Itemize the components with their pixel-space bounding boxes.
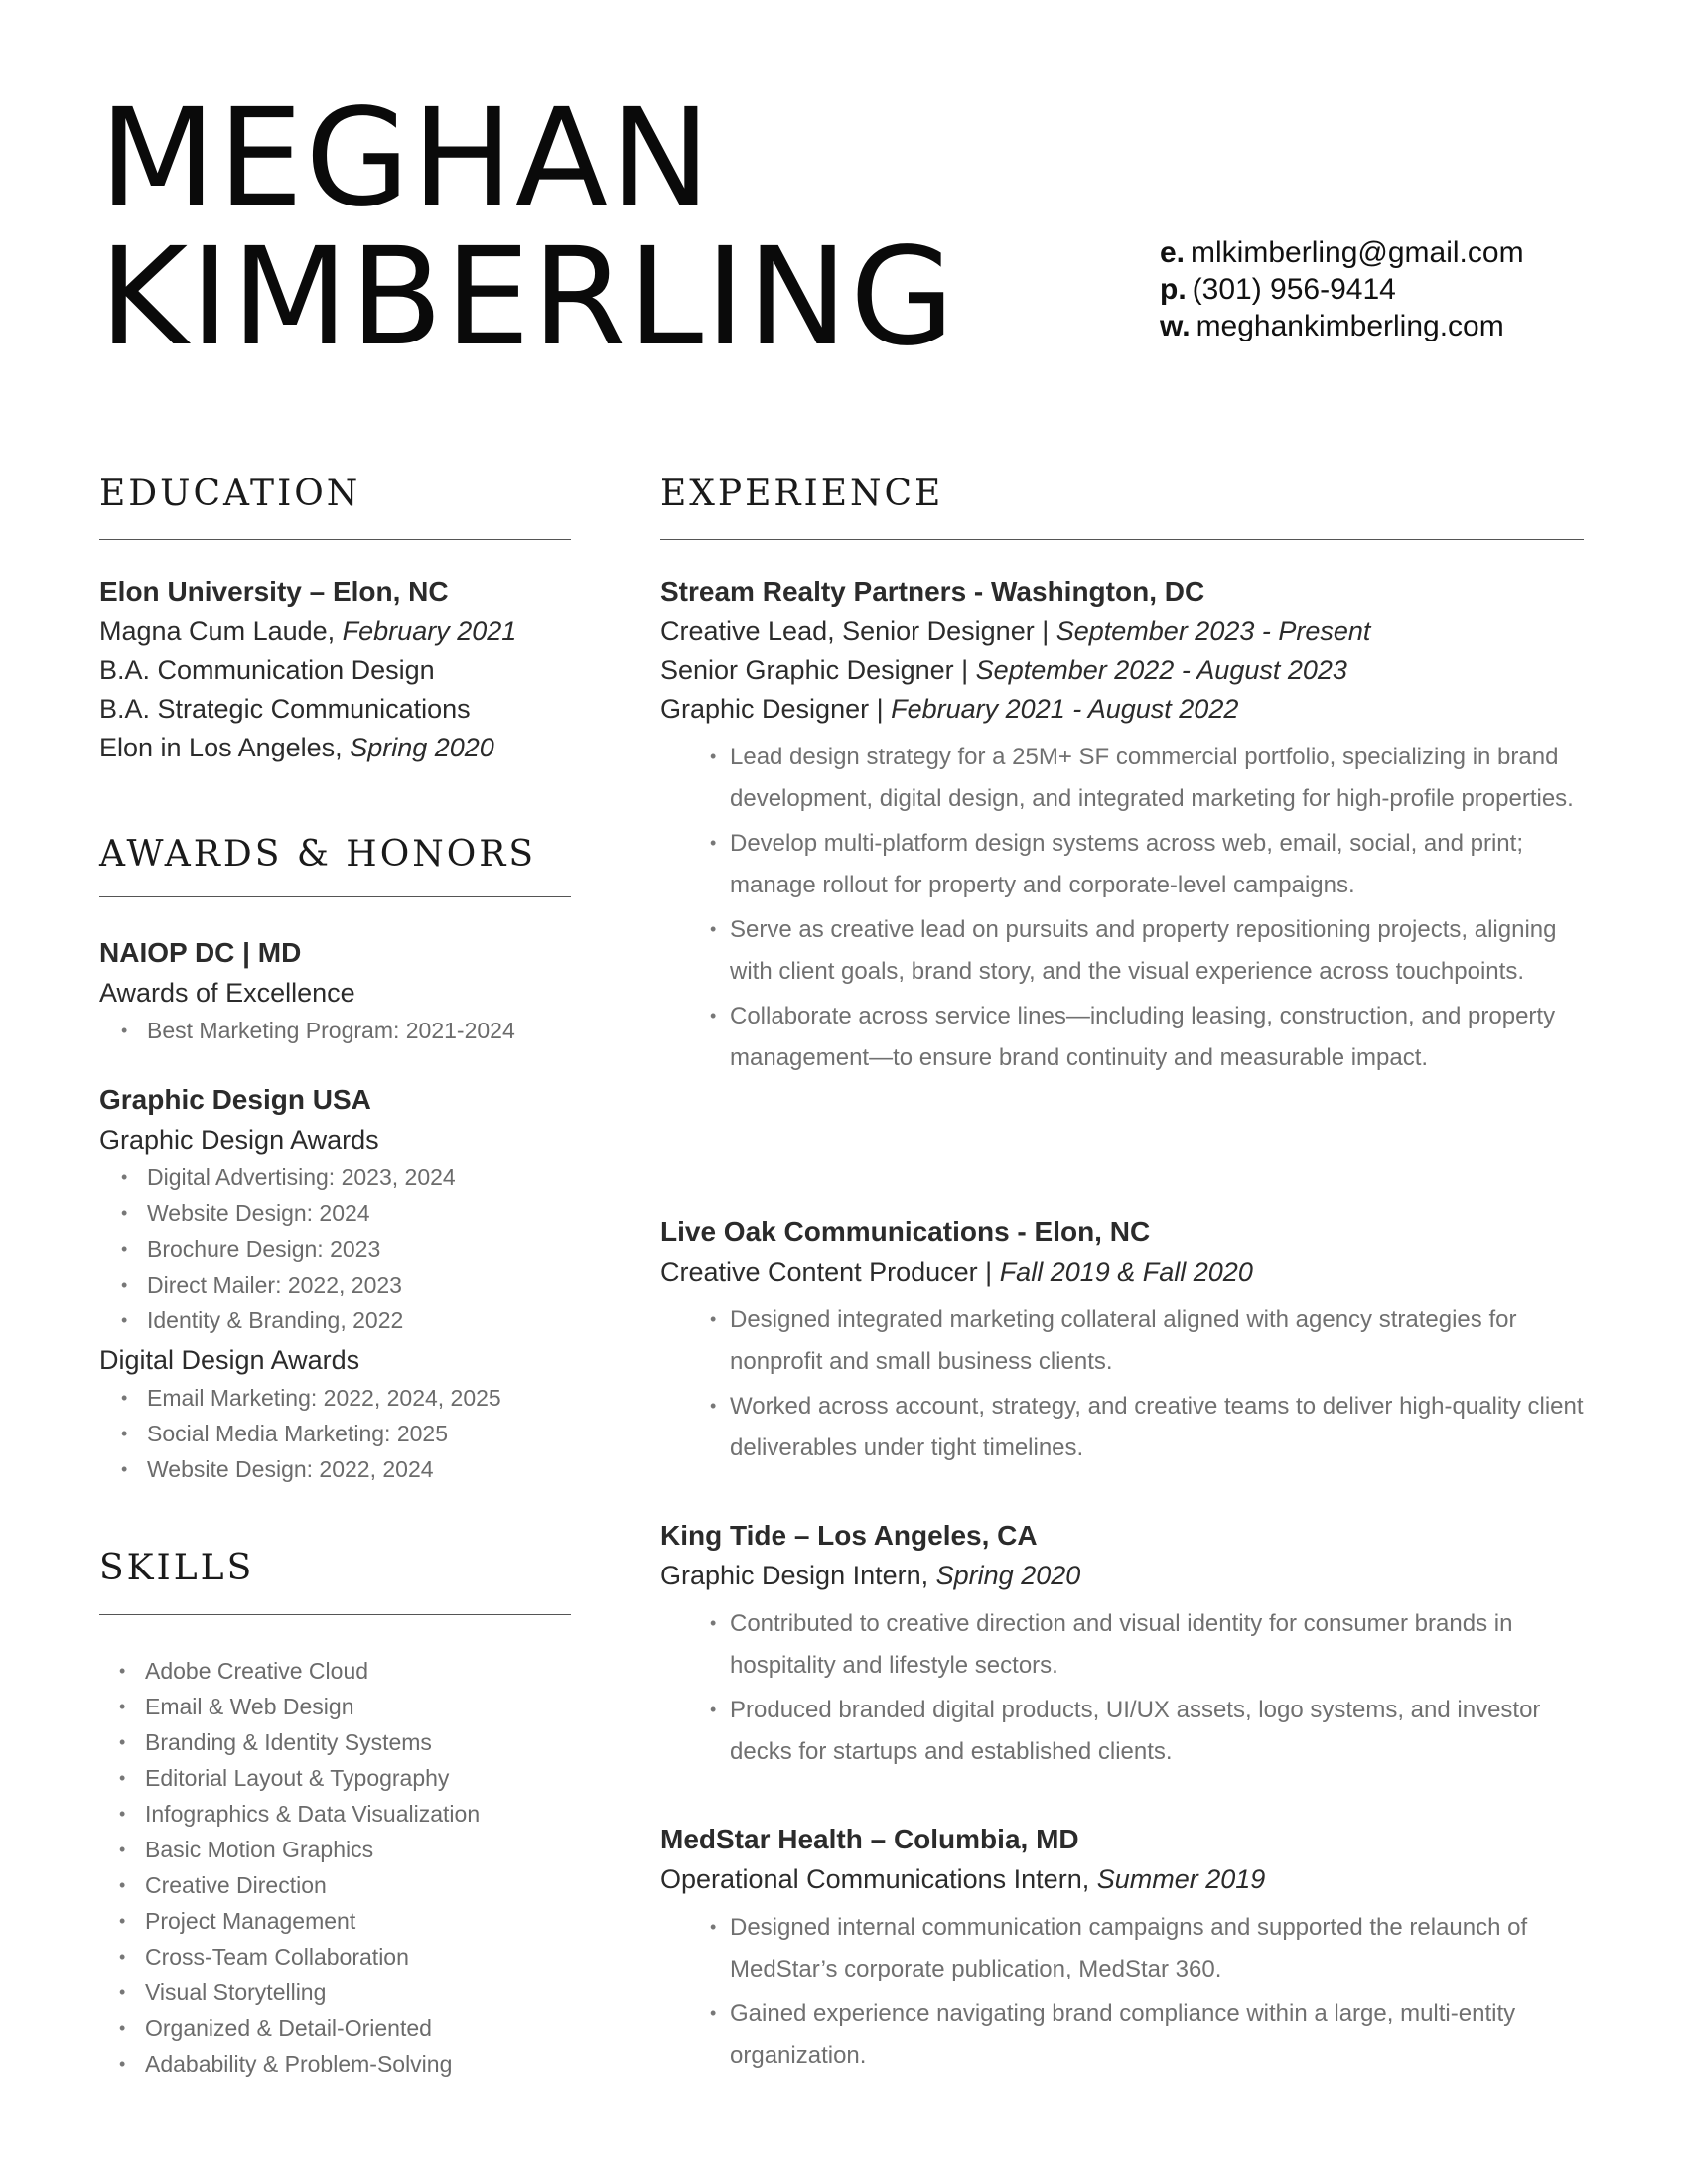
job-role: Creative Content Producer | Fall 2019 & Fall 2020 (660, 1257, 1253, 1287)
skill-item: • Project Management (119, 1903, 591, 1939)
job-bullet: • Serve as creative lead on pursuits and property repositioning projects, aligning with client goals, brand story, and the visual experience across touchpoints. (660, 909, 1584, 992)
award-item: • Brochure Design: 2023 (121, 1231, 571, 1267)
contact-label: w. (1160, 310, 1191, 342)
education-divider (99, 539, 571, 540)
experience-divider (660, 539, 1584, 540)
job-entry (660, 1522, 1584, 1776)
education-line: B.A. Strategic Communications (99, 694, 471, 724)
job-company: MedStar Health – Columbia, MD (660, 1824, 1079, 1854)
education-section (99, 578, 571, 767)
job-company: Live Oak Communications - Elon, NC (660, 1216, 1151, 1247)
skill-item: • Organized & Detail-Oriented (119, 2010, 591, 2046)
job-bullet: • Lead design strategy for a 25M+ SF commercial portfolio, specializing in brand development, digital design, and integrated marketing for high-profile properties. (660, 737, 1584, 819)
awards-heading: AWARDS & HONORS (99, 834, 536, 875)
education-line: Magna Cum Laude, February 2021 (99, 616, 517, 646)
job-bullet: • Designed integrated marketing collateral aligned with agency strategies for nonprofit and small business clients. (660, 1299, 1584, 1382)
job-bullet: • Worked across account, strategy, and creative teams to deliver high-quality client deliverables under tight timelines. (660, 1386, 1584, 1468)
award-org: Graphic Design USA (99, 1084, 371, 1115)
award-category: Graphic Design Awards (99, 1125, 379, 1155)
phone-value[interactable]: (301) 956-9414 (1192, 273, 1396, 306)
skills-list (119, 1653, 591, 2082)
award-item: • Website Design: 2024 (121, 1195, 571, 1231)
job-role: Graphic Design Intern, Spring 2020 (660, 1561, 1081, 1590)
skill-item: • Branding & Identity Systems (119, 1724, 591, 1760)
job-company: Stream Realty Partners - Washington, DC (660, 576, 1205, 607)
skill-item: • Creative Direction (119, 1867, 591, 1903)
job-role: Creative Lead, Senior Designer | September 2023 - Present (660, 616, 1371, 646)
last-name: KIMBERLING (99, 219, 957, 376)
experience-heading: EXPERIENCE (660, 474, 944, 514)
job-company: King Tide – Los Angeles, CA (660, 1520, 1038, 1551)
skill-item: • Editorial Layout & Typography (119, 1760, 591, 1796)
job-bullet: • Produced branded digital products, UI/UX assets, logo systems, and investor decks for startups and established clients. (660, 1690, 1584, 1772)
education-line: B.A. Communication Design (99, 655, 435, 685)
award-item: • Social Media Marketing: 2025 (121, 1416, 571, 1451)
skills-heading: SKILLS (99, 1548, 255, 1588)
award-item: • Email Marketing: 2022, 2024, 2025 (121, 1380, 571, 1416)
first-name: MEGHAN (99, 80, 713, 237)
job-entry (660, 578, 1584, 1082)
skill-item: • Email & Web Design (119, 1689, 591, 1724)
job-entry (660, 1218, 1584, 1472)
award-org: NAIOP DC | MD (99, 937, 302, 968)
contact-label: e. (1160, 236, 1186, 269)
skill-item: • Cross-Team Collaboration (119, 1939, 591, 1975)
job-role: Operational Communications Intern, Summer 2019 (660, 1864, 1266, 1894)
skill-item: • Adobe Creative Cloud (119, 1653, 591, 1689)
skill-item: • Visual Storytelling (119, 1975, 591, 2010)
job-role: Senior Graphic Designer | September 2022 - August 2023 (660, 655, 1347, 685)
school-name: Elon University – Elon, NC (99, 576, 449, 607)
skills-divider (99, 1614, 571, 1615)
skill-item: • Infographics & Data Visualization (119, 1796, 591, 1832)
job-bullet: • Collaborate across service lines—including leasing, construction, and property management—to ensure brand continuity and measurable impact. (660, 996, 1584, 1078)
contact-label: p. (1160, 273, 1187, 306)
job-role: Graphic Designer | February 2021 - August 2022 (660, 694, 1239, 724)
skill-item: • Adabability & Problem-Solving (119, 2046, 591, 2082)
award-item: • Website Design: 2022, 2024 (121, 1451, 571, 1487)
award-group (99, 939, 571, 1048)
award-category: Digital Design Awards (99, 1345, 360, 1375)
award-group (99, 1086, 571, 1487)
award-category: Awards of Excellence (99, 978, 355, 1008)
award-item: • Identity & Branding, 2022 (121, 1302, 571, 1338)
website-value[interactable]: meghankimberling.com (1196, 310, 1504, 342)
education-heading: EDUCATION (99, 474, 361, 514)
awards-divider (99, 896, 571, 897)
job-entry (660, 1826, 1584, 2080)
contact-website (1160, 308, 1524, 344)
skill-item: • Basic Motion Graphics (119, 1832, 591, 1867)
education-line: Elon in Los Angeles, Spring 2020 (99, 733, 494, 762)
contact-email (1160, 234, 1524, 271)
award-item: • Best Marketing Program: 2021-2024 (121, 1013, 571, 1048)
contact-phone (1160, 271, 1524, 308)
job-bullet: • Contributed to creative direction and visual identity for consumer brands in hospitality and lifestyle sectors. (660, 1603, 1584, 1686)
email-value[interactable]: mlkimberling@gmail.com (1191, 236, 1524, 269)
contact-block (1160, 234, 1524, 344)
award-item: • Direct Mailer: 2022, 2023 (121, 1267, 571, 1302)
job-bullet: • Develop multi-platform design systems across web, email, social, and print; manage rollout for property and corporate-level campaigns. (660, 823, 1584, 905)
job-bullet: • Designed internal communication campaigns and supported the relaunch of MedStar’s corporate publication, MedStar 360. (660, 1907, 1584, 1989)
award-item: • Digital Advertising: 2023, 2024 (121, 1160, 571, 1195)
job-bullet: • Gained experience navigating brand compliance within a large, multi-entity organization. (660, 1993, 1584, 2076)
